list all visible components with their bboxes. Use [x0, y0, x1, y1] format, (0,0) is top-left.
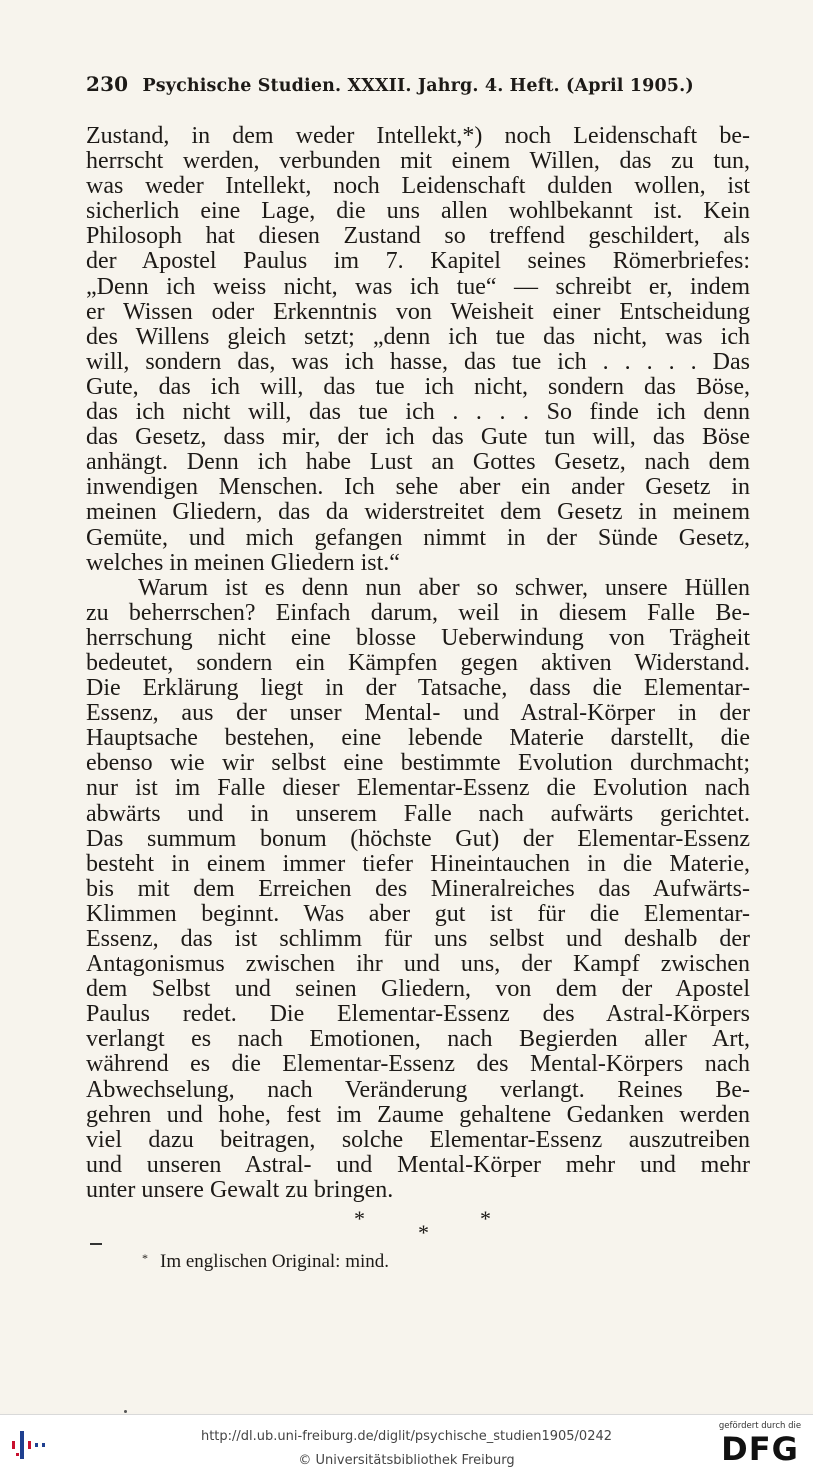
text-line: Zustand, in dem weder Intellekt,*) noch Leidenschaft be- [86, 123, 750, 149]
text-line: verlangt es nach Emotionen, nach Begierden aller Art, [86, 1026, 750, 1053]
viewer-footer [0, 1414, 813, 1474]
text-line: sicherlich eine Lage, die uns allen wohlbekannt ist. Kein [86, 198, 750, 225]
text-line: „Denn ich weiss nicht, was ich tue“ — schreibt er, indem [86, 273, 750, 300]
text-line: bis mit dem Erreichen des Mineralreiches das Aufwärts- [86, 875, 750, 902]
copyright-notice: © Universitätsbibliothek Freiburg [298, 1453, 515, 1468]
text-line: anhängt. Denn ich habe Lust an Gottes Gesetz, nach dem [86, 449, 750, 476]
text-line: das ich nicht will, das tue ich . . . . So finde ich denn [86, 399, 750, 426]
text-line: dem Selbst und seinen Gliedern, von dem der Apostel [86, 976, 750, 1003]
text-line: Warum ist es denn nun aber so schwer, unsere Hüllen [138, 574, 750, 601]
footnote-text: Im englischen Original: mind. [160, 1251, 390, 1272]
text-line: ebenso wie wir selbst eine bestimmte Evolution durchmacht; [86, 750, 750, 777]
separator-star-left: * [354, 1206, 365, 1231]
text-line: Hauptsache bestehen, eine lebende Materie darstellt, die [86, 725, 750, 752]
footnote-rule [90, 1243, 102, 1245]
text-line: abwärts und in unserem Falle nach aufwärts gerichtet. [86, 800, 750, 827]
text-line: besteht in einem immer tiefer Hineintauchen in die Materie, [86, 850, 750, 877]
text-line: Philosoph hat diesen Zustand so treffend geschildert, als [86, 223, 750, 250]
text-line: was weder Intellekt, noch Leidenschaft dulden wollen, ist [86, 173, 750, 200]
text-line: Gute, das ich will, das tue ich nicht, sondern das Böse, [86, 373, 750, 400]
text-line: Essenz, aus der unser Mental- und Astral-Körper in der [86, 700, 750, 727]
text-line: Die Erklärung liegt in der Tatsache, dass die Elementar- [86, 675, 750, 702]
text-line: Essenz, das ist schlimm für uns selbst und deshalb der [86, 926, 750, 952]
text-line: Das summum bonum (höchste Gut) der Elementar-Essenz [86, 825, 750, 852]
text-line: während es die Elementar-Essenz des Mental-Körpers nach [86, 1051, 750, 1078]
footnote [142, 1251, 389, 1273]
text-line: Paulus redet. Die Elementar-Essenz des Astral-Körpers [86, 1001, 750, 1028]
text-line: bedeutet, sondern ein Kämpfen gegen aktiven Widerstand. [86, 649, 750, 676]
text-line: nur ist im Falle dieser Elementar-Essenz die Evolution nach [86, 775, 750, 802]
section-separator [340, 1206, 500, 1246]
text-line: unter unsere Gewalt zu bringen. [86, 1176, 394, 1203]
text-line: Gemüte, und mich gefangen nimmt in der Sünde Gesetz, [86, 524, 750, 551]
dfg-tagline: gefördert durch die [718, 1421, 802, 1431]
text-line: meinen Gliedern, das da widerstreitet dem Gesetz in meinem [86, 499, 750, 526]
text-line: will, sondern das, was ich hasse, das tue ich . . . . . Das [86, 348, 750, 375]
body-text [86, 124, 750, 1203]
text-line: Antagonismus zwischen ihr und uns, der Kampf zwischen [86, 951, 750, 978]
text-line: Abwechselung, nach Veränderung verlangt. Reines Be- [86, 1076, 750, 1103]
separator-star-middle: * [418, 1220, 429, 1245]
text-line: herrscht werden, verbunden mit einem Willen, das zu tun, [86, 148, 750, 175]
footnote-mark: * [142, 1251, 148, 1265]
text-line: welches in meinen Gliedern ist.“ [86, 549, 400, 576]
page-number: 230 [86, 72, 129, 96]
scan-speck [124, 1410, 127, 1413]
running-header [86, 72, 706, 96]
text-line: das Gesetz, dass mir, der ich das Gute tun will, das Böse [86, 424, 750, 451]
text-line: Klimmen beginnt. Was aber gut ist für die Elementar- [86, 900, 750, 927]
text-line: herrschung nicht eine blosse Ueberwindung von Trägheit [86, 624, 750, 651]
text-line: zu beherrschen? Einfach darum, weil in diesem Falle Be- [86, 599, 750, 626]
dfg-logo-text: DFG [721, 1430, 799, 1468]
text-line: gehren und hohe, fest im Zaume gehaltene Gedanken werden [86, 1101, 750, 1128]
separator-star-right: * [480, 1206, 491, 1231]
text-line: inwendigen Menschen. Ich sehe aber ein ander Gesetz in [86, 474, 750, 501]
text-line: er Wissen oder Erkenntnis von Weisheit einer Entscheidung [86, 298, 750, 325]
text-line: des Willens gleich setzt; „denn ich tue das nicht, was ich [86, 323, 750, 350]
text-line: der Apostel Paulus im 7. Kapitel seines Römerbriefes: [86, 248, 750, 275]
running-title: Psychische Studien. XXXII. Jahrg. 4. Heft. (April 1905.) [142, 76, 694, 96]
permalink-url[interactable]: http://dl.ub.uni-freiburg.de/diglit/psychische_studien1905/0242 [200, 1429, 613, 1444]
text-line: und unseren Astral- und Mental-Körper mehr und mehr [86, 1151, 750, 1178]
text-line: viel dazu beitragen, solche Elementar-Essenz auszutreiben [86, 1126, 750, 1153]
dfg-logo[interactable] [717, 1421, 803, 1471]
